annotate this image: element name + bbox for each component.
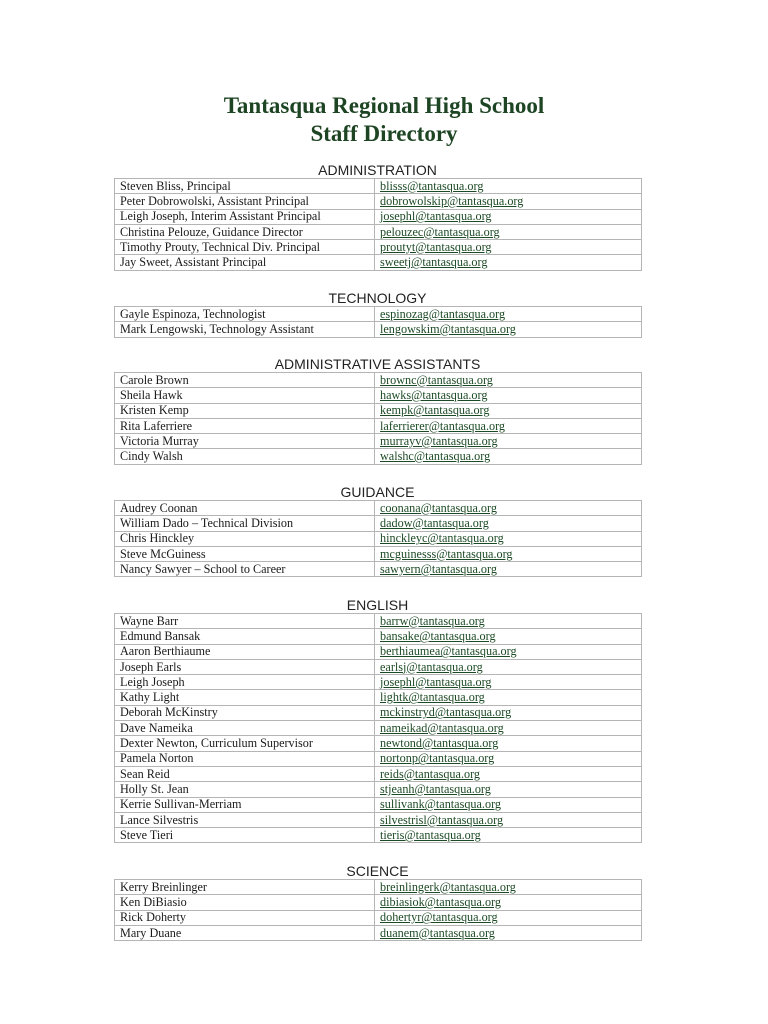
staff-name: Rita Laferriere bbox=[115, 418, 375, 433]
page-title: Tantasqua Regional High School bbox=[223, 93, 545, 118]
staff-email-link[interactable]: walshc@tantasqua.org bbox=[375, 449, 642, 464]
staff-name: Chris Hinckley bbox=[115, 531, 375, 546]
staff-name: Wayne Barr bbox=[115, 614, 375, 629]
staff-name: Holly St. Jean bbox=[115, 782, 375, 797]
staff-table-guidance bbox=[114, 500, 642, 577]
table-row bbox=[115, 880, 642, 895]
table-row bbox=[115, 736, 642, 751]
table-row bbox=[115, 307, 642, 322]
staff-email-link[interactable]: coonana@tantasqua.org bbox=[375, 501, 642, 516]
table-row bbox=[115, 531, 642, 546]
staff-email-link[interactable]: laferrierer@tantasqua.org bbox=[375, 418, 642, 433]
table-row bbox=[115, 895, 642, 910]
staff-table-english bbox=[114, 613, 642, 843]
staff-name: Aaron Berthiaume bbox=[115, 644, 375, 659]
staff-name: Cindy Walsh bbox=[115, 449, 375, 464]
page-subtitle: Staff Directory bbox=[310, 121, 458, 146]
table-row bbox=[115, 194, 642, 209]
staff-name: Lance Silvestris bbox=[115, 812, 375, 827]
staff-name: Rick Doherty bbox=[115, 910, 375, 925]
staff-name: Leigh Joseph, Interim Assistant Principal bbox=[115, 209, 375, 224]
staff-email-link[interactable]: dohertyr@tantasqua.org bbox=[375, 910, 642, 925]
table-row bbox=[115, 766, 642, 781]
section-heading-english: ENGLISH bbox=[346, 597, 409, 613]
staff-email-link[interactable]: mcguinesss@tantasqua.org bbox=[375, 546, 642, 561]
staff-email-link[interactable]: bansake@tantasqua.org bbox=[375, 629, 642, 644]
staff-email-link[interactable]: brownc@tantasqua.org bbox=[375, 373, 642, 388]
staff-name: Ken DiBiasio bbox=[115, 895, 375, 910]
staff-name: Kristen Kemp bbox=[115, 403, 375, 418]
staff-name: Steve Tieri bbox=[115, 828, 375, 843]
staff-name: Carole Brown bbox=[115, 373, 375, 388]
section-heading-technology: TECHNOLOGY bbox=[328, 290, 427, 306]
table-row bbox=[115, 675, 642, 690]
staff-name: Victoria Murray bbox=[115, 434, 375, 449]
staff-email-link[interactable]: duanem@tantasqua.org bbox=[375, 925, 642, 940]
staff-email-link[interactable]: lightk@tantasqua.org bbox=[375, 690, 642, 705]
table-row bbox=[115, 388, 642, 403]
staff-name: Pamela Norton bbox=[115, 751, 375, 766]
staff-name: Steven Bliss, Principal bbox=[115, 179, 375, 194]
section-heading-administrative-assistants: ADMINISTRATIVE ASSISTANTS bbox=[274, 356, 481, 372]
table-row bbox=[115, 418, 642, 433]
staff-name: Mary Duane bbox=[115, 925, 375, 940]
table-row bbox=[115, 797, 642, 812]
staff-name: Joseph Earls bbox=[115, 659, 375, 674]
table-row bbox=[115, 812, 642, 827]
staff-name: Peter Dobrowolski, Assistant Principal bbox=[115, 194, 375, 209]
staff-email-link[interactable]: earlsj@tantasqua.org bbox=[375, 659, 642, 674]
staff-name: Timothy Prouty, Technical Div. Principal bbox=[115, 240, 375, 255]
staff-email-link[interactable]: silvestrisl@tantasqua.org bbox=[375, 812, 642, 827]
table-row bbox=[115, 373, 642, 388]
staff-email-link[interactable]: newtond@tantasqua.org bbox=[375, 736, 642, 751]
staff-name: Dexter Newton, Curriculum Supervisor bbox=[115, 736, 375, 751]
staff-email-link[interactable]: nameikad@tantasqua.org bbox=[375, 721, 642, 736]
staff-email-link[interactable]: sweetj@tantasqua.org bbox=[375, 255, 642, 270]
staff-email-link[interactable]: espinozag@tantasqua.org bbox=[375, 307, 642, 322]
staff-name: William Dado – Technical Division bbox=[115, 516, 375, 531]
staff-email-link[interactable]: nortonp@tantasqua.org bbox=[375, 751, 642, 766]
staff-table-administrative-assistants bbox=[114, 372, 642, 465]
staff-name: Nancy Sawyer – School to Career bbox=[115, 562, 375, 577]
staff-email-link[interactable]: mckinstryd@tantasqua.org bbox=[375, 705, 642, 720]
table-row bbox=[115, 828, 642, 843]
staff-email-link[interactable]: proutyt@tantasqua.org bbox=[375, 240, 642, 255]
table-row bbox=[115, 614, 642, 629]
table-row bbox=[115, 910, 642, 925]
table-row bbox=[115, 925, 642, 940]
table-row bbox=[115, 659, 642, 674]
staff-name: Kerrie Sullivan-Merriam bbox=[115, 797, 375, 812]
staff-email-link[interactable]: lengowskim@tantasqua.org bbox=[375, 322, 642, 337]
staff-email-link[interactable]: breinlingerk@tantasqua.org bbox=[375, 880, 642, 895]
staff-email-link[interactable]: hinckleyc@tantasqua.org bbox=[375, 531, 642, 546]
staff-email-link[interactable]: murrayv@tantasqua.org bbox=[375, 434, 642, 449]
staff-email-link[interactable]: sawyern@tantasqua.org bbox=[375, 562, 642, 577]
table-row bbox=[115, 434, 642, 449]
staff-name: Dave Nameika bbox=[115, 721, 375, 736]
staff-email-link[interactable]: dadow@tantasqua.org bbox=[375, 516, 642, 531]
table-row bbox=[115, 705, 642, 720]
table-row bbox=[115, 644, 642, 659]
staff-email-link[interactable]: stjeanh@tantasqua.org bbox=[375, 782, 642, 797]
staff-table-technology bbox=[114, 306, 642, 338]
staff-email-link[interactable]: pelouzec@tantasqua.org bbox=[375, 224, 642, 239]
table-row bbox=[115, 224, 642, 239]
table-row bbox=[115, 690, 642, 705]
staff-email-link[interactable]: kempk@tantasqua.org bbox=[375, 403, 642, 418]
table-row bbox=[115, 782, 642, 797]
staff-name: Mark Lengowski, Technology Assistant bbox=[115, 322, 375, 337]
table-row bbox=[115, 516, 642, 531]
staff-email-link[interactable]: josephl@tantasqua.org bbox=[375, 675, 642, 690]
staff-email-link[interactable]: reids@tantasqua.org bbox=[375, 766, 642, 781]
table-row bbox=[115, 501, 642, 516]
staff-name: Jay Sweet, Assistant Principal bbox=[115, 255, 375, 270]
staff-email-link[interactable]: josephl@tantasqua.org bbox=[375, 209, 642, 224]
table-row bbox=[115, 751, 642, 766]
staff-name: Gayle Espinoza, Technologist bbox=[115, 307, 375, 322]
section-heading-administration: ADMINISTRATION bbox=[318, 162, 437, 178]
section-heading-science: SCIENCE bbox=[346, 863, 409, 879]
table-row bbox=[115, 255, 642, 270]
staff-email-link[interactable]: dibiasiok@tantasqua.org bbox=[375, 895, 642, 910]
staff-name: Steve McGuiness bbox=[115, 546, 375, 561]
staff-name: Kerry Breinlinger bbox=[115, 880, 375, 895]
staff-table-science bbox=[114, 879, 642, 941]
staff-email-link[interactable]: sullivank@tantasqua.org bbox=[375, 797, 642, 812]
staff-email-link[interactable]: blisss@tantasqua.org bbox=[375, 179, 642, 194]
staff-name: Deborah McKinstry bbox=[115, 705, 375, 720]
table-row bbox=[115, 403, 642, 418]
staff-name: Leigh Joseph bbox=[115, 675, 375, 690]
table-row bbox=[115, 449, 642, 464]
staff-email-link[interactable]: barrw@tantasqua.org bbox=[375, 614, 642, 629]
table-row bbox=[115, 179, 642, 194]
staff-name: Audrey Coonan bbox=[115, 501, 375, 516]
staff-table-administration bbox=[114, 178, 642, 271]
staff-email-link[interactable]: tieris@tantasqua.org bbox=[375, 828, 642, 843]
table-row bbox=[115, 240, 642, 255]
table-row bbox=[115, 546, 642, 561]
table-row bbox=[115, 322, 642, 337]
staff-name: Christina Pelouze, Guidance Director bbox=[115, 224, 375, 239]
table-row bbox=[115, 721, 642, 736]
staff-name: Sean Reid bbox=[115, 766, 375, 781]
table-row bbox=[115, 562, 642, 577]
staff-name: Edmund Bansak bbox=[115, 629, 375, 644]
staff-email-link[interactable]: hawks@tantasqua.org bbox=[375, 388, 642, 403]
staff-email-link[interactable]: dobrowolskip@tantasqua.org bbox=[375, 194, 642, 209]
table-row bbox=[115, 209, 642, 224]
staff-name: Kathy Light bbox=[115, 690, 375, 705]
staff-email-link[interactable]: berthiaumea@tantasqua.org bbox=[375, 644, 642, 659]
table-row bbox=[115, 629, 642, 644]
section-heading-guidance: GUIDANCE bbox=[340, 484, 415, 500]
staff-name: Sheila Hawk bbox=[115, 388, 375, 403]
